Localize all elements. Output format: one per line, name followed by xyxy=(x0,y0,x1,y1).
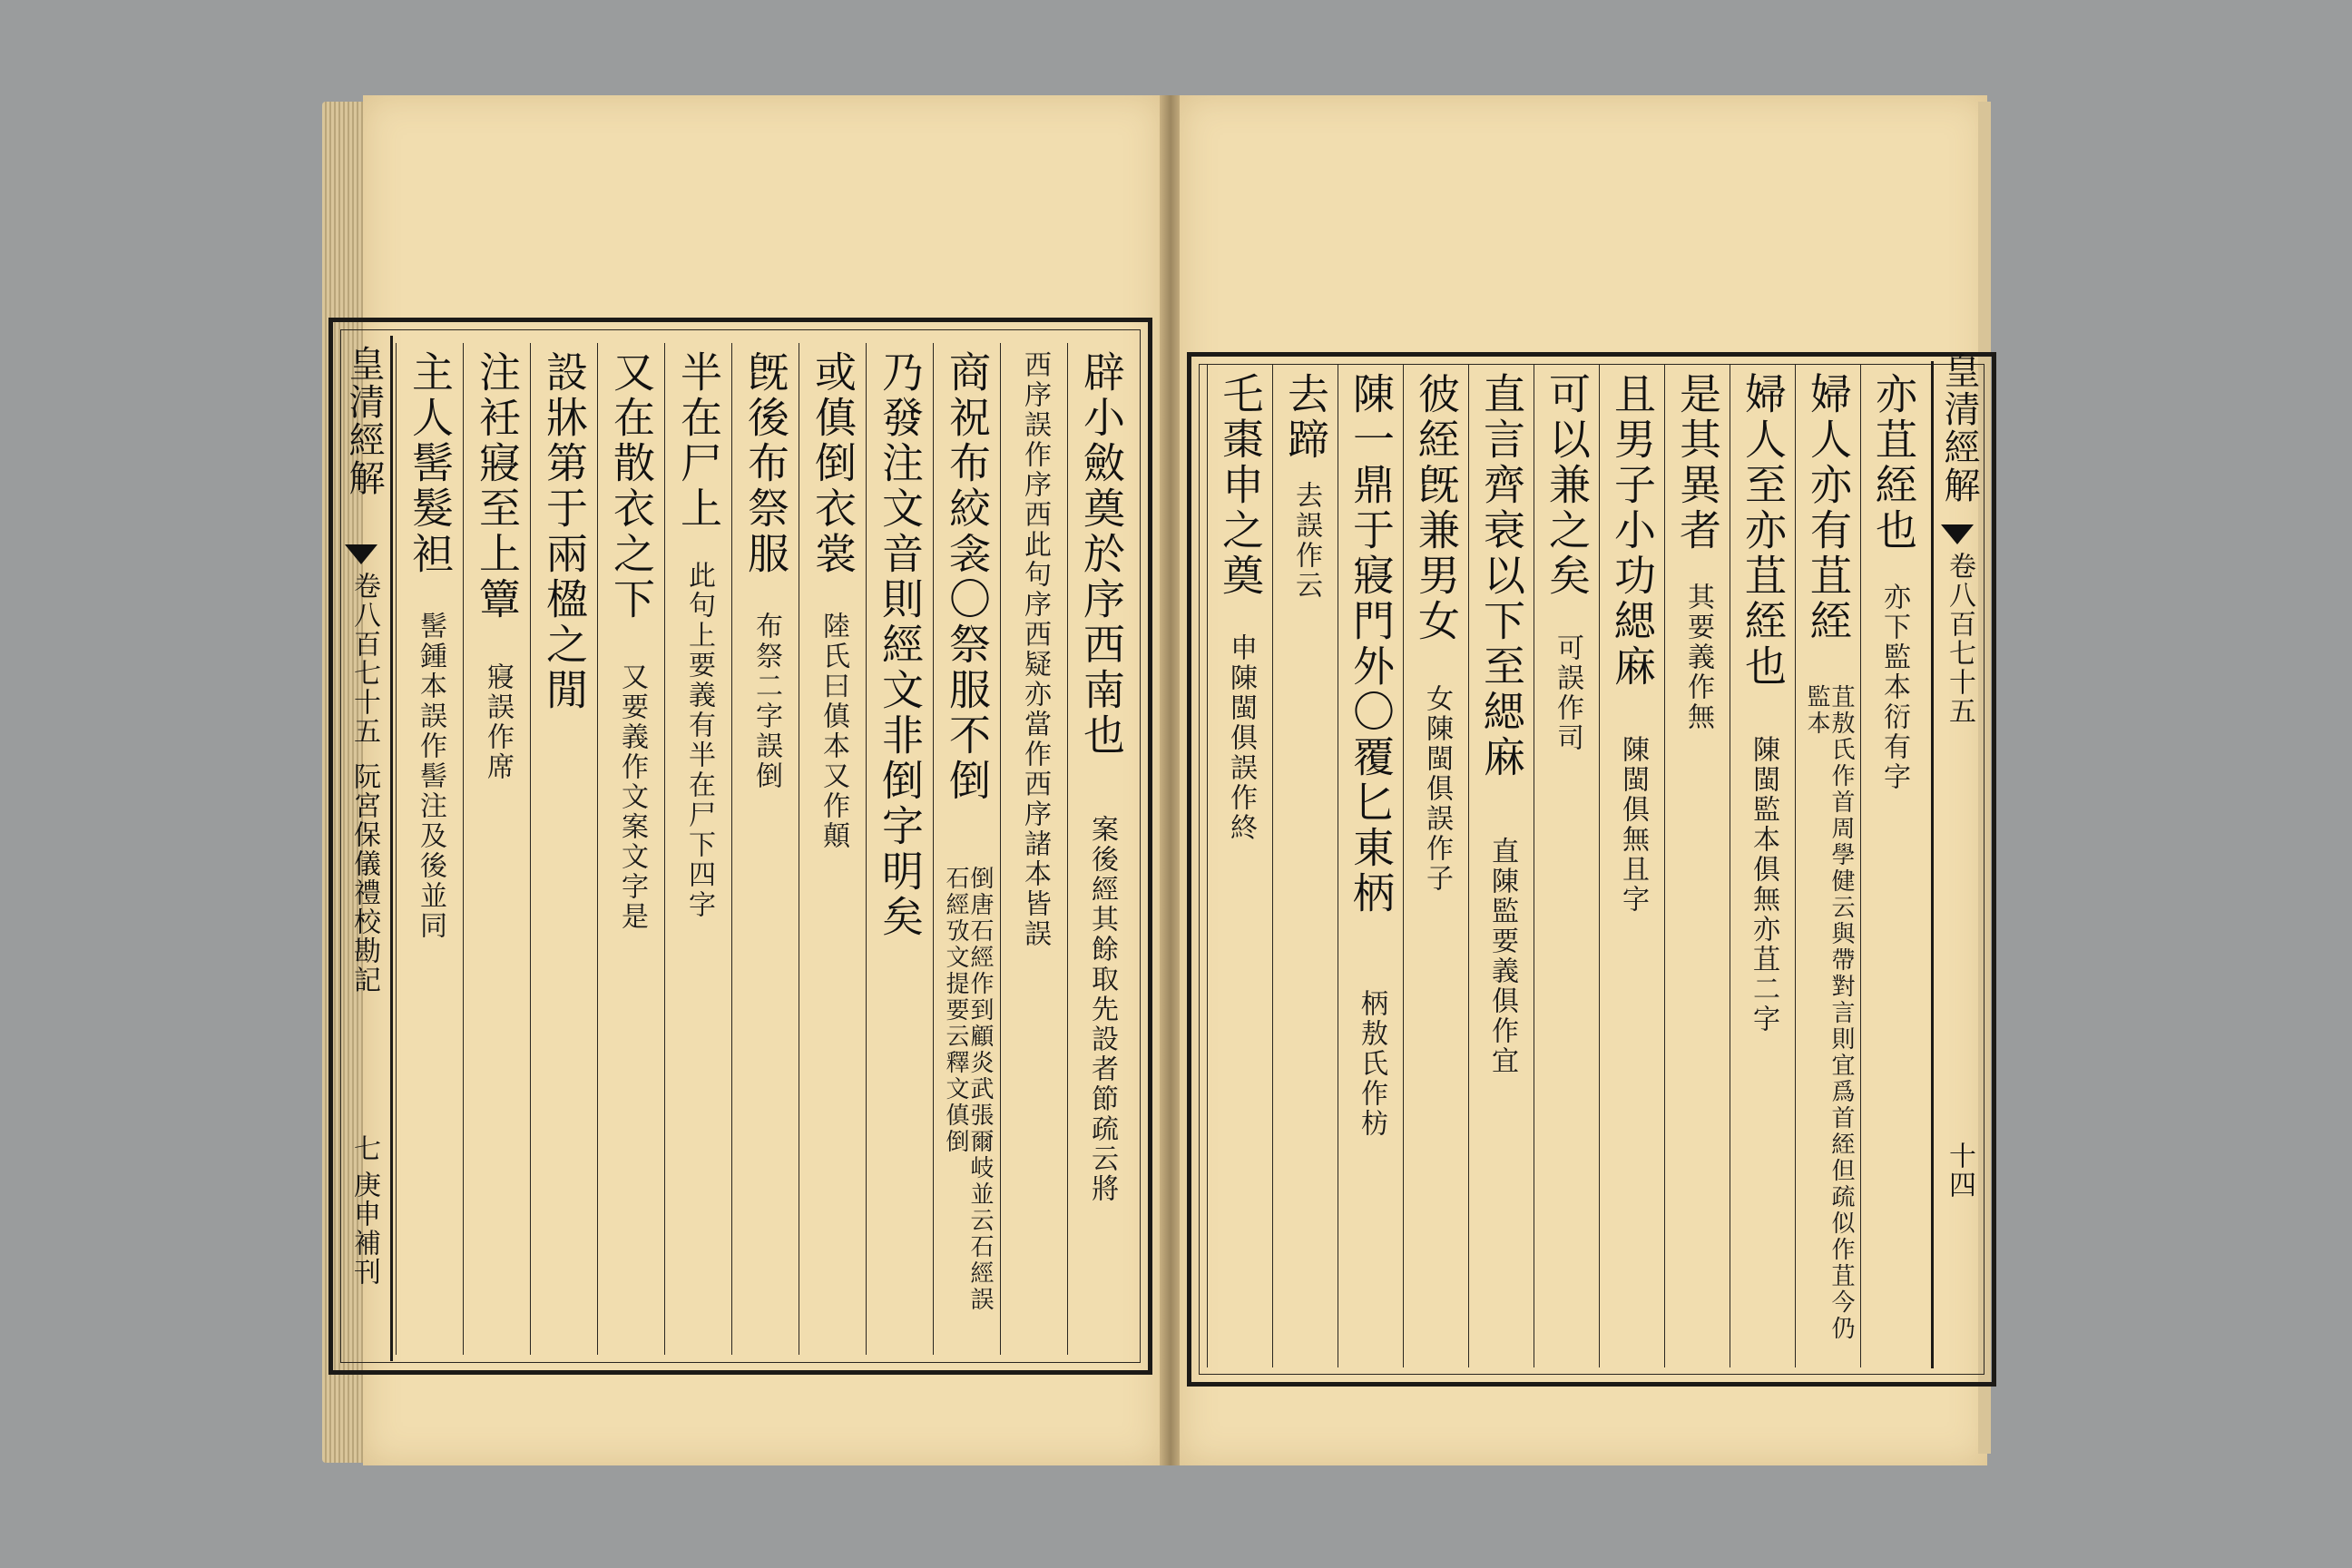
text-column xyxy=(1664,365,1730,1367)
text-column xyxy=(731,343,799,1355)
left-margin-page-number: 七 xyxy=(348,1134,380,1163)
column-annotation: 可誤作司 xyxy=(1552,633,1583,753)
left-margin-subtitle: 阮宮保儀禮校勘記 xyxy=(348,762,380,995)
text-column xyxy=(1000,343,1068,1355)
right-margin-title: 皇清經解 xyxy=(1938,352,1980,505)
text-column xyxy=(664,343,732,1355)
column-annotation: 又要義作文案文字是 xyxy=(616,662,648,932)
fish-tail-mark xyxy=(1941,524,1974,544)
column-main-text: 主人髺髮袒 xyxy=(406,350,455,577)
text-column xyxy=(799,343,867,1355)
column-main-text: 乇棗申之奠 xyxy=(1216,372,1265,599)
column-main-text: 直言齊衰以下至緦麻 xyxy=(1477,372,1526,780)
text-column xyxy=(597,343,665,1355)
column-annotation: 其要義作無 xyxy=(1682,583,1714,732)
column-annotation: 髺鍾本誤作髻注及後並同 xyxy=(415,612,446,941)
text-column xyxy=(866,343,934,1355)
column-annotation: 苴敖氏作首周學健云與帶對言則宜爲首絰但疏似作苴今仍監本 xyxy=(1803,684,1855,1342)
right-page-margin-strip xyxy=(1931,352,1984,1368)
text-column xyxy=(1067,343,1135,1355)
column-annotation: 亦下監本衍有字 xyxy=(1878,583,1910,792)
column-main-text: 婦人亦有苴絰 xyxy=(1804,372,1853,644)
text-column xyxy=(1795,365,1861,1367)
text-column xyxy=(396,343,464,1355)
left-page-margin-strip xyxy=(338,336,393,1361)
column-main-text: 半在尸上 xyxy=(674,350,723,532)
column-main-text: 彼絰旣兼男女 xyxy=(1412,372,1461,644)
column-main-text: 又在散衣之下 xyxy=(607,350,656,622)
left-margin-colophon: 庚申補刊 xyxy=(348,1171,380,1287)
left-margin-title: 皇清經解 xyxy=(343,345,385,497)
column-annotation: 陸氏曰傎本又作顛 xyxy=(818,612,849,851)
column-annotation: 布祭二字誤倒 xyxy=(750,612,782,791)
column-annotation: 倒唐石經作到顧炎武張爾岐並云石經誤石經攷文提要云釋文傎倒 xyxy=(942,866,994,1313)
book-gutter xyxy=(1160,95,1181,1465)
right-margin-volume: 卷八百七十五 xyxy=(1944,552,1975,726)
column-annotation: 西序誤作序西此句序西疑亦當作西序諸本皆誤 xyxy=(1019,350,1051,949)
column-annotation: 女陳閩俱誤作子 xyxy=(1421,684,1453,894)
text-column xyxy=(1207,365,1273,1367)
column-annotation: 此句上要義有半在尸下四字 xyxy=(683,561,715,920)
text-column xyxy=(1534,365,1600,1367)
column-main-text: 乃發注文音則經文非倒字明矣 xyxy=(876,350,925,940)
column-main-text: 設牀第于兩楹之閒 xyxy=(540,350,589,713)
left-margin-volume: 卷八百七十五 xyxy=(348,572,380,746)
text-column xyxy=(1338,365,1404,1367)
text-column xyxy=(1599,365,1665,1367)
column-main-text: 且男子小功緦麻 xyxy=(1608,372,1657,690)
text-column xyxy=(463,343,531,1355)
column-annotation: 去誤作云 xyxy=(1290,481,1322,601)
column-main-text: 亦苴絰也 xyxy=(1869,372,1918,554)
text-column xyxy=(530,343,598,1355)
column-annotation: 案後經其餘取先設者節疏云將 xyxy=(1086,815,1118,1204)
text-column xyxy=(933,343,1001,1355)
right-margin-page-number: 十四 xyxy=(1944,1142,1975,1200)
column-main-text: 去蹄 xyxy=(1281,372,1330,463)
column-main-text: 婦人至亦苴絰也 xyxy=(1739,372,1788,690)
text-column xyxy=(1272,365,1338,1367)
column-annotation: 陳閩監本俱無亦苴二字 xyxy=(1748,735,1779,1034)
column-main-text: 或傎倒衣裳 xyxy=(808,350,858,577)
column-main-text: 商祝布絞衾〇祭服不倒 xyxy=(943,350,992,804)
column-main-text: 注衽寢至上簟 xyxy=(473,350,522,622)
column-main-text: 辟小斂奠於序西南也 xyxy=(1077,350,1126,759)
fish-tail-mark xyxy=(345,544,377,564)
column-main-text: 可以兼之矣 xyxy=(1543,372,1592,599)
column-main-text: 旣後布祭服 xyxy=(741,350,790,577)
column-main-text: 是其異者 xyxy=(1673,372,1722,554)
column-annotation: 申陳閩俱誤作終 xyxy=(1225,633,1257,843)
column-annotation: 寢誤作席 xyxy=(482,662,514,782)
text-column xyxy=(1860,365,1926,1367)
text-column xyxy=(1468,365,1534,1367)
column-annotation: 直陳監要義俱作宜 xyxy=(1486,837,1518,1076)
text-column xyxy=(1403,365,1469,1367)
column-annotation: 陳閩俱無且字 xyxy=(1617,735,1649,915)
text-column xyxy=(1730,365,1796,1367)
column-annotation: 柄敖氏作枋 xyxy=(1356,989,1387,1139)
column-main-text: 陳一鼎于寢門外〇覆匕東柄 xyxy=(1347,372,1396,916)
